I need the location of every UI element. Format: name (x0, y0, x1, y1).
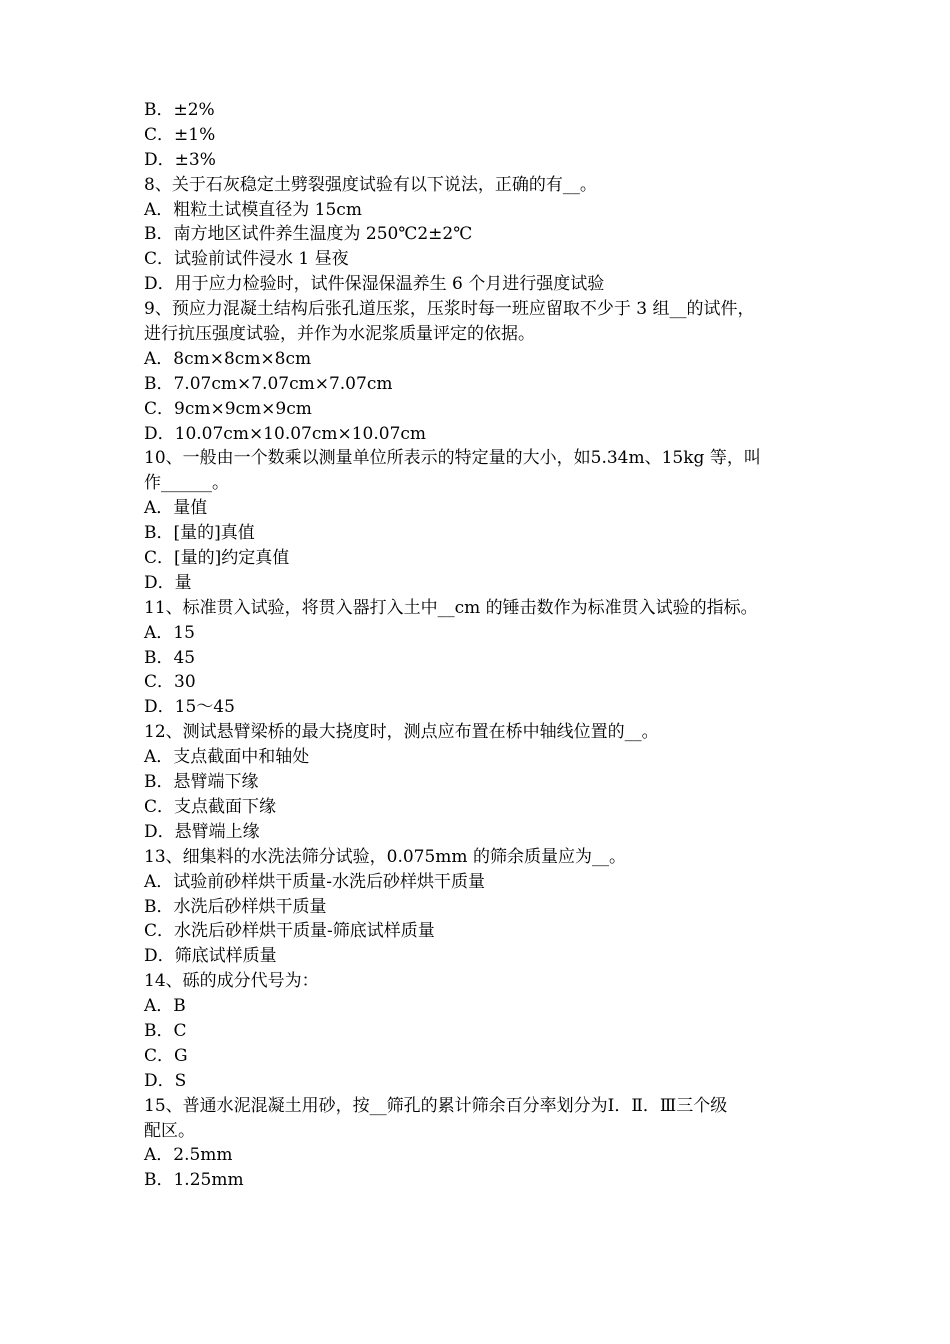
text-line: 15、普通水泥混凝土用砂，按__筛孔的累计筛余百分率划分为Ⅰ．Ⅱ．Ⅲ三个级 (144, 1095, 728, 1116)
text-line: 12、测试悬臂梁桥的最大挠度时，测点应布置在桥中轴线位置的__。 (144, 722, 659, 743)
text-line: C．±1% (144, 124, 216, 145)
text-line: 9、预应力混凝土结构后张孔道压浆，压浆时每一班应留取不少于 3 组__的试件， (144, 299, 755, 320)
document-body (144, 98, 814, 1193)
text-line: C．试验前试件浸水 1 昼夜 (144, 249, 349, 270)
text-line: C．支点截面下缘 (144, 796, 277, 817)
text-line: D．10.07cm×10.07cm×10.07cm (144, 423, 427, 444)
text-line: A．2.5mm (144, 1145, 233, 1166)
text-line: D．15～45 (144, 697, 235, 718)
text-line: 11、标准贯入试验，将贯入器打入土中__cm 的锤击数作为标准贯入试验的指标。 (144, 597, 758, 618)
text-line: D．±3% (144, 149, 216, 170)
text-line: A．8cm×8cm×8cm (144, 348, 312, 369)
text-line: D．悬臂端上缘 (144, 821, 260, 842)
text-line: 14、砾的成分代号为： (144, 971, 319, 992)
text-line: C．G (144, 1045, 188, 1066)
text-line: A．试验前砂样烘干质量-水洗后砂样烘干质量 (144, 871, 486, 892)
text-line: 10、一般由一个数乘以测量单位所表示的特定量的大小，如5.34m、15kg 等，叫 (144, 448, 761, 469)
text-line: B．[量的]真值 (144, 523, 255, 544)
text-line: D．筛底试样质量 (144, 946, 277, 967)
text-line: C．9cm×9cm×9cm (144, 398, 312, 419)
text-line: 8、关于石灰稳定土劈裂强度试验有以下说法，正确的有__。 (144, 174, 597, 195)
text-line: 进行抗压强度试验，并作为水泥浆质量评定的依据。 (144, 324, 535, 345)
text-line: A．支点截面中和轴处 (144, 747, 310, 768)
text-line: D．量 (144, 572, 192, 593)
text-line: B．水洗后砂样烘干质量 (144, 896, 327, 917)
text-line: B．45 (144, 647, 196, 668)
text-line: A．B (144, 996, 186, 1017)
text-line: 13、细集料的水洗法筛分试验，0.075mm 的筛余质量应为__。 (144, 846, 626, 867)
text-line: A．粗粒土试模直径为 15cm (144, 199, 362, 220)
text-line: 作______。 (144, 473, 229, 494)
text-line: B．南方地区试件养生温度为 250℃2±2℃ (144, 224, 473, 245)
text-line: B．悬臂端下缘 (144, 772, 259, 793)
text-line: A．15 (144, 622, 195, 643)
text-line: B．C (144, 1020, 187, 1041)
text-line: B．7.07cm×7.07cm×7.07cm (144, 373, 393, 394)
text-line: C．30 (144, 672, 196, 693)
text-line: C．[量的]约定真值 (144, 548, 290, 569)
text-line: A．量值 (144, 498, 208, 519)
text-line: B．1.25mm (144, 1170, 244, 1191)
text-line: C．水洗后砂样烘干质量-筛底试样质量 (144, 921, 435, 942)
text-line: 配区。 (144, 1120, 195, 1141)
text-line: B．±2% (144, 100, 215, 120)
text-line: D．用于应力检验时，试件保湿保温养生 6 个月进行强度试验 (144, 274, 605, 295)
text-line: D．S (144, 1070, 187, 1091)
